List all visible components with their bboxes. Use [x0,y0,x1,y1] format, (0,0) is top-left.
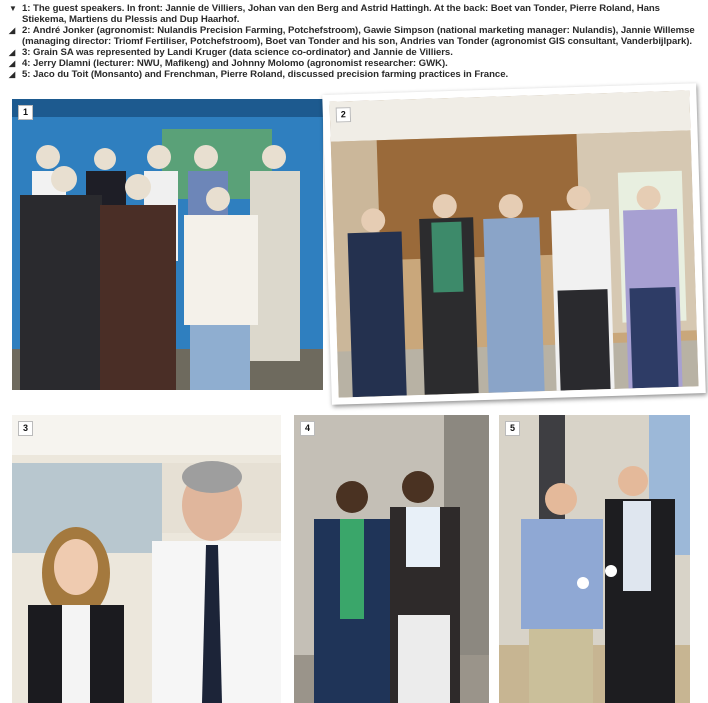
caption-4 [6,58,696,69]
photo-2-frame [322,83,706,405]
photo-5-image [499,415,690,703]
bullet-icon: ◢ [9,48,16,57]
photo-3-image [12,415,281,703]
photo-4-label: 4 [300,421,315,436]
caption-3-text: 3: Grain SA was represented by Landi Kruger (data science co-ordinator) and Jannie de Villiers. [22,47,453,58]
caption-3 [6,47,696,58]
bullet-icon: ◢ [9,59,16,68]
bullet-icon: ◢ [9,70,16,79]
photo-1-image [12,99,323,390]
photo-5-label: 5 [505,421,520,436]
photo-4-image [294,415,489,703]
bullet-icon: ◢ [9,26,16,35]
photo-1-label: 1 [18,105,33,120]
bullet-icon: ▼ [9,4,17,13]
photo-3 [12,415,281,703]
caption-1-text: 1: The guest speakers. In front: Jannie de Villiers, Johan van den Berg and Astrid Hattingh. At the back: Boet van Tonder, Pierre Roland, Hans Stiekema, Martiens du Plessis and Dup Haarhof. [22,3,660,25]
photo-2 [329,90,698,397]
photo-1 [12,99,323,390]
caption-2-text: 2: André Jonker (agronomist: Nulandis Precision Farming, Potchefstroom), Gawie Simpson (national marketing manager: Nulandis), Jannie Willemse (managing director: Triomf Fertiliser, Potchefstroom), Boet van Tonder and his son, Andries van Tonder (agronomist GIS consultant, Vanderbijlpark). [22,25,695,47]
caption-5 [6,69,696,80]
photo-2-image [329,90,698,397]
caption-1 [6,3,696,25]
caption-list [6,3,696,80]
caption-4-text: 4: Jerry Dlamni (lecturer: NWU, Mafikeng) and Johnny Molomo (agronomist researcher: GWK). [22,58,448,69]
photo-5 [499,415,690,703]
caption-2 [6,25,696,47]
photo-4 [294,415,489,703]
caption-5-text: 5: Jaco du Toit (Monsanto) and Frenchman, Pierre Roland, discussed precision farming practices in France. [22,69,509,80]
photo-2-label: 2 [336,107,351,122]
photo-3-label: 3 [18,421,33,436]
